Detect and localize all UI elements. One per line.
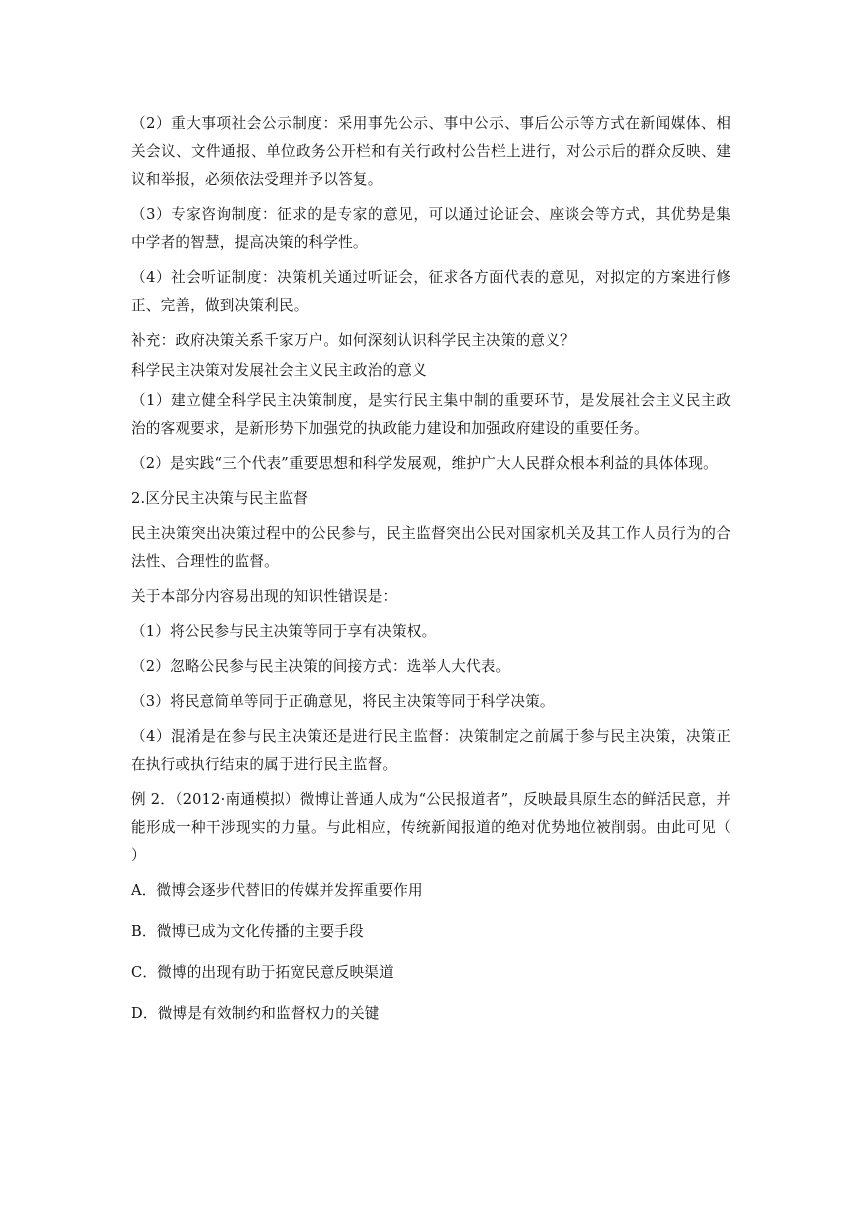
answer-options <box>131 877 731 1028</box>
paragraph-error-4: （4）混淆是在参与民主决策还是进行民主监督：决策制定之前属于参与民主决策，决策正在执行或执行结束的属于进行民主监督。 <box>131 728 731 773</box>
paragraph-significance-1: （1）建立健全科学民主决策制度，是实行民主集中制的重要环节，是发展社会主义民主政治的客观要求，是新形势下加强党的执政能力建设和加强政府建设的重要任务。 <box>131 392 731 437</box>
option-c: C．微博的出现有助于拓宽民意反映渠道 <box>131 964 394 981</box>
paragraph-significance-heading: 科学民主决策对发展社会主义民主政治的意义 <box>131 362 427 379</box>
option-d: D．微博是有效制约和监督权力的关键 <box>131 1005 380 1022</box>
option-a: A．微博会逐步代替旧的传媒并发挥重要作用 <box>131 882 423 899</box>
paragraph-error-2: （2）忽略公民参与民主决策的间接方式：选举人大代表。 <box>131 658 511 675</box>
paragraph-error-1: （1）将公民参与民主决策等同于享有决策权。 <box>131 623 437 640</box>
section-heading-distinguish: 2.区分民主决策与民主监督 <box>131 490 309 507</box>
paragraph-decision-vs-supervision: 民主决策突出决策过程中的公民参与，民主监督突出公民对国家机关及其工作人员行为的合法性、合理性的监督。 <box>131 525 731 570</box>
paragraph-expert-consultation-system: （3）专家咨询制度：征求的是专家的意见，可以通过论证会、座谈会等方式，其优势是集中学者的智慧，提高决策的科学性。 <box>131 206 731 251</box>
document-body <box>131 110 761 1041</box>
option-b: B．微博已成为文化传播的主要手段 <box>131 923 364 940</box>
paragraph-public-notice-system: （2）重大事项社会公示制度：采用事先公示、事中公示、事后公示等方式在新闻媒体、相关会议、文件通报、单位政务公开栏和有关行政村公告栏上进行，对公示后的群众反映、建议和举报，必须依法受理并予以答复。 <box>131 115 731 188</box>
example-question-stem: 例 2．（2012·南通模拟）微博让普通人成为“公民报道者”，反映最具原生态的鲜活民意，并能形成一种干涉现实的力量。与此相应，传统新闻报道的绝对优势地位被削弱。由此可见（ ） <box>131 791 761 864</box>
paragraph-supplement-question: 补充：政府决策关系千家万户。如何深刻认识科学民主决策的意义？ <box>131 332 575 349</box>
paragraph-common-errors-intro: 关于本部分内容易出现的知识性错误是： <box>131 588 398 605</box>
paragraph-error-3: （3）将民意简单等同于正确意见，将民主决策等同于科学决策。 <box>131 693 555 710</box>
paragraph-social-hearing-system: （4）社会听证制度：决策机关通过听证会，征求各方面代表的意见，对拟定的方案进行修正、完善，做到决策利民。 <box>131 269 731 314</box>
paragraph-significance-2: （2）是实践“三个代表”重要思想和科学发展观，维护广大人民群众根本利益的具体体现。 <box>131 455 718 472</box>
